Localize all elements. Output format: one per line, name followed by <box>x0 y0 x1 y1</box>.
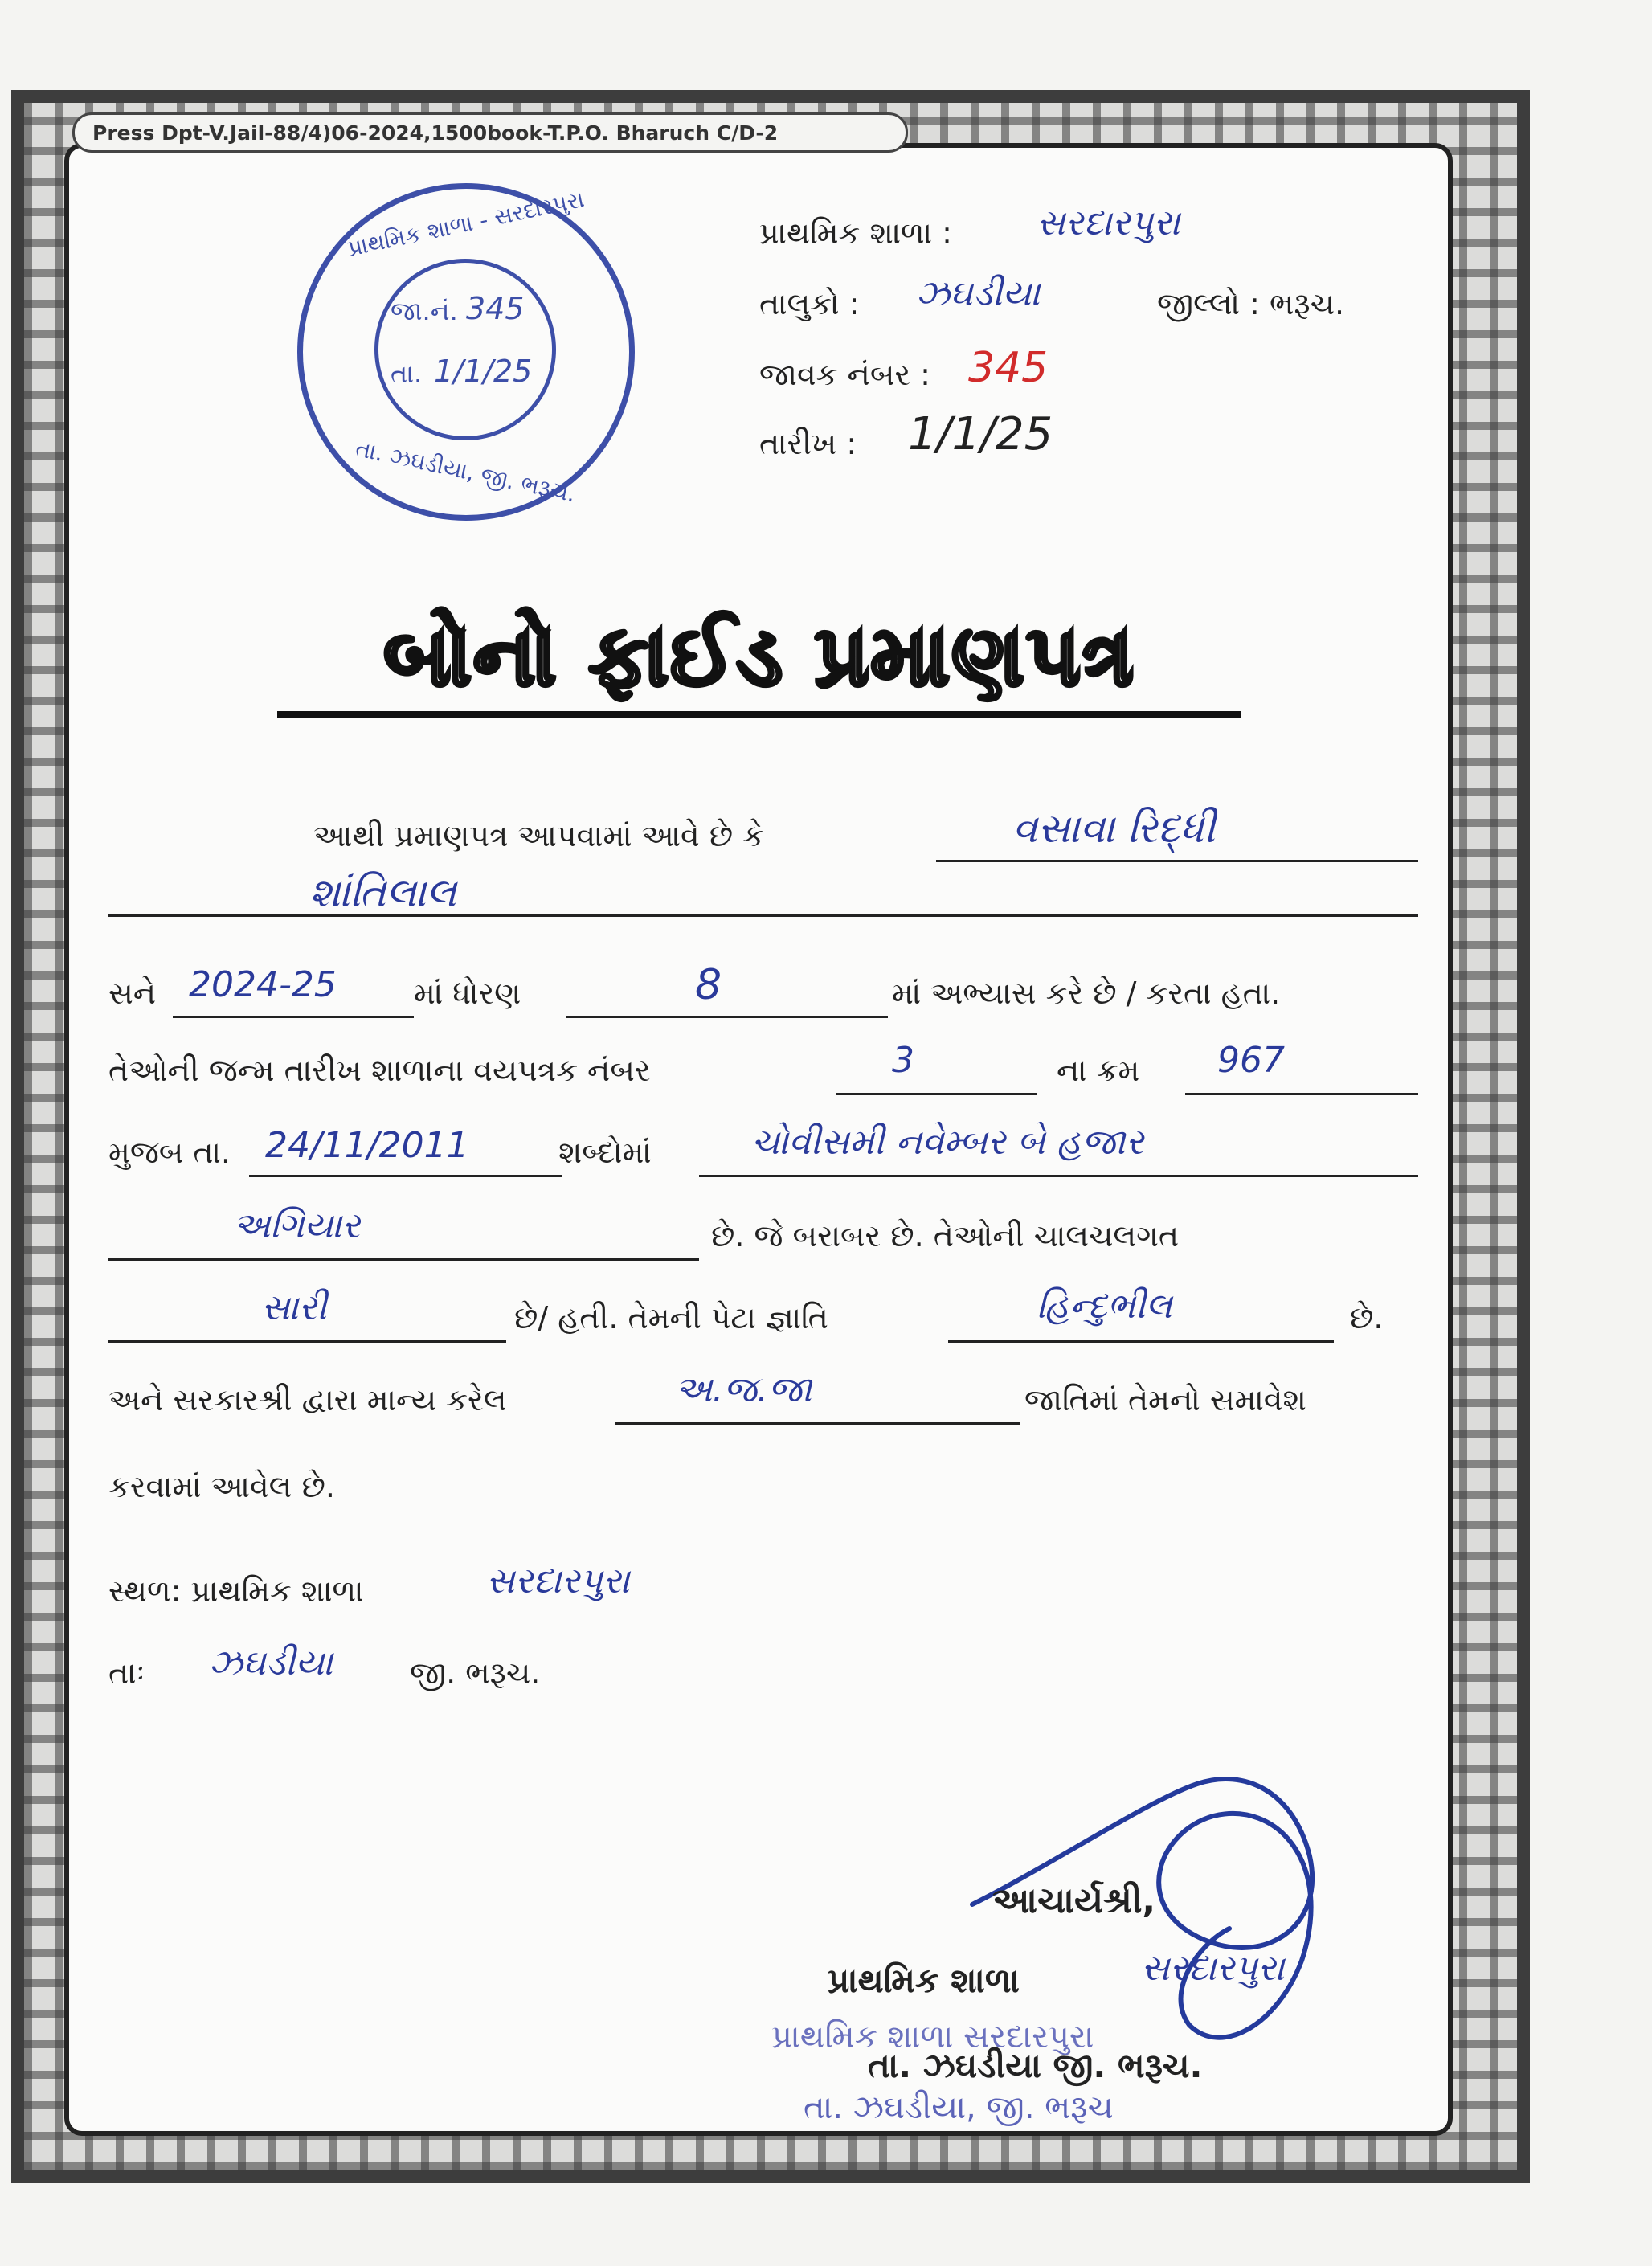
student-name-line-1 <box>936 860 1418 862</box>
birth-prefix: તેઓની જન્મ તારીખ શાળાના વયપત્રક નંબર <box>108 1053 651 1088</box>
district-label: જી. ભરૂચ. <box>410 1655 541 1691</box>
std-label: માં ધોરણ <box>414 976 521 1011</box>
student-name-2: શાંતિલાલ <box>309 869 457 916</box>
header-date-label: તારીખ : <box>759 426 857 461</box>
kram-label: ના ક્રમ <box>1057 1053 1140 1088</box>
as-per-label: મુજબ તા. <box>108 1135 231 1170</box>
kram-value: 967 <box>1217 1040 1285 1081</box>
category-line <box>615 1422 1020 1425</box>
header-school-label: પ્રાથમિક શાળા : <box>759 215 952 251</box>
stamp-bottom-text: તા. ઝઘડીયા, જી. ભરૂચ. <box>353 435 579 508</box>
dob-words-2: અગિયાર <box>233 1205 361 1246</box>
dob-line <box>249 1175 562 1177</box>
govt-text: અને સરકારશ્રી દ્વારા માન્ય કરેલ <box>108 1382 507 1417</box>
principal-label: આચાર્યશ્રી, <box>992 1880 1156 1921</box>
ta-value: ઝઘડીયા <box>209 1642 333 1683</box>
caste-text: છે/ હતી. તેમની પેટા જ્ઞાતિ <box>514 1300 828 1335</box>
page-title: બોનો ફાઈડ પ્રમાણપત્ર <box>383 607 1135 705</box>
sign-school-label: પ્રાથમિક શાળા <box>828 1961 1020 2000</box>
category-value: અ.જ.જા <box>675 1369 812 1410</box>
register-line <box>836 1093 1037 1095</box>
dob-value: 24/11/2011 <box>265 1125 469 1166</box>
year-prefix: સને <box>108 976 157 1011</box>
stamp-date-value: 1/1/25 <box>434 354 533 389</box>
student-name-1: વસાવા રિદ્ધી <box>1012 805 1216 852</box>
std-line <box>566 1016 888 1018</box>
stamp-top-text: પ્રાથમિક શાળા - સરદારપુરા <box>345 186 587 262</box>
year-value: 2024-25 <box>189 964 337 1005</box>
caste-suffix: છે. <box>1350 1300 1384 1335</box>
header-school-value: સરદારપુરા <box>1037 202 1180 243</box>
sign-ta-line: તા. ઝઘડીયા જી. ભરૂચ. <box>868 2046 1203 2085</box>
press-line: Press Dpt-V.Jail-88/4)06-2024,1500book-T.P.O. Bharuch C/D-2 <box>72 112 908 153</box>
dob-words-1: ચોવીસમી નવેમ્બર બે હજાર <box>751 1122 1144 1163</box>
student-name-line-2 <box>108 914 1418 917</box>
header-outward-label: જાવક નંબર : <box>759 357 930 392</box>
header-taluka-label: તાલુકો : <box>759 286 860 321</box>
school-stamp-inner <box>374 259 556 440</box>
header-taluka-value: ઝઘડીયા <box>916 273 1041 314</box>
words-label: શબ્દોમાં <box>558 1135 652 1170</box>
conduct-line <box>108 1340 506 1343</box>
caste-line <box>948 1340 1334 1343</box>
title-underline <box>277 711 1241 718</box>
register-no: 3 <box>892 1040 914 1081</box>
body-intro: આથી પ્રમાણપત્ર આપવામાં આવે છે કે <box>313 818 765 853</box>
dob-words-line-1 <box>699 1175 1418 1177</box>
caste-value: હિન્દુભીલ <box>1037 1286 1172 1327</box>
final-line: કરવામાં આવેલ છે. <box>108 1469 335 1504</box>
kram-line <box>1185 1093 1418 1095</box>
header-district-label: જીલ્લો : ભરૂચ. <box>1157 286 1345 321</box>
header-date-value: 1/1/25 <box>908 408 1053 460</box>
govt-suffix: જાતિમાં તેમનો સમાવેશ <box>1024 1382 1306 1417</box>
dob-words-line-2 <box>108 1258 699 1261</box>
header-outward-value: 345 <box>968 344 1049 392</box>
stamp-date-label: તા. <box>391 358 423 389</box>
stamp-jav-label: જા.નં. <box>391 296 458 326</box>
conduct-value: સારી <box>261 1287 327 1328</box>
place-value: સરદારપુરા <box>486 1560 630 1601</box>
conduct-text: છે. જે બરાબર છે. તેઓની ચાલચલગત <box>711 1218 1180 1254</box>
year-line <box>173 1016 414 1018</box>
sign-school-value: સરદારપુરા <box>1141 1948 1285 1989</box>
study-suffix: માં અભ્યાસ કરે છે / કરતા હતા. <box>892 976 1281 1011</box>
stamp-jav-value: 345 <box>466 291 525 326</box>
sign-stamp-line-2: તા. ઝઘડીયા, જી. ભરૂચ <box>804 2089 1114 2126</box>
ta-label: તાઃ <box>108 1655 145 1691</box>
place-label: સ્થળ: પ્રાથમિક શાળા <box>108 1573 364 1609</box>
sign-stamp-line-1: પ્રાથમિક શાળા સરદારપુરા <box>771 2019 1094 2055</box>
std-value: 8 <box>695 961 722 1009</box>
